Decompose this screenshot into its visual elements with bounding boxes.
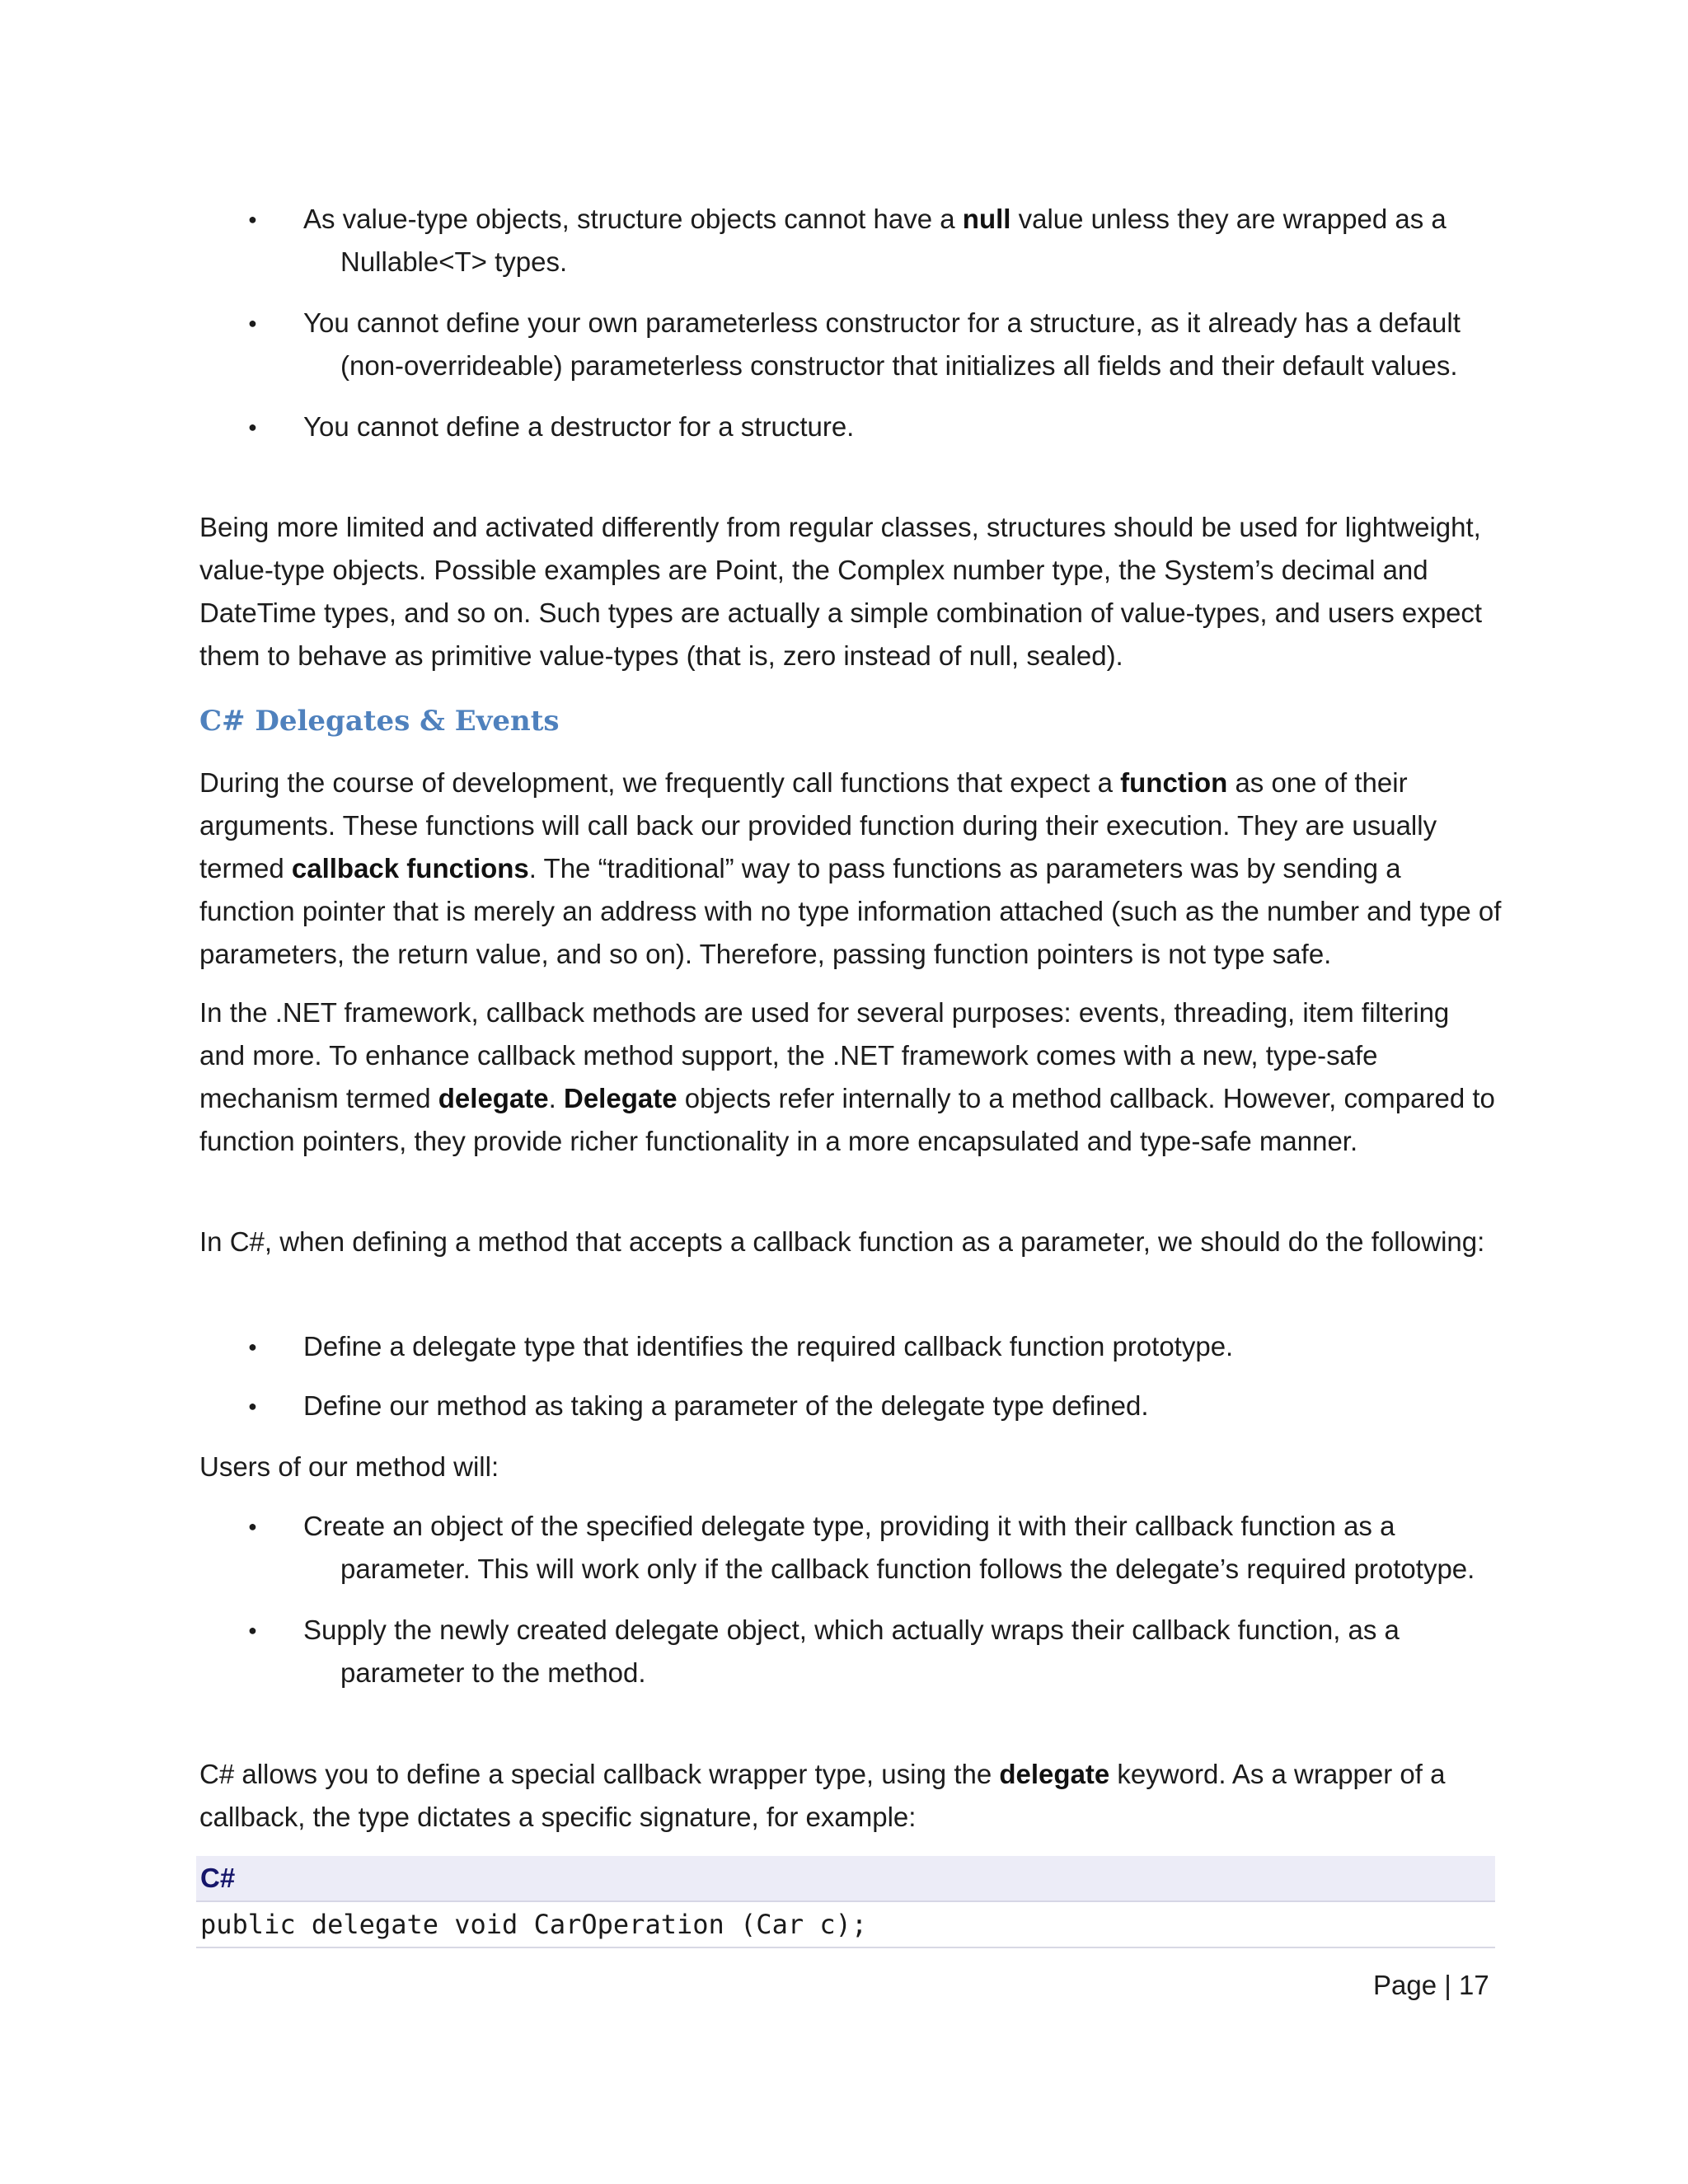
bullet-icon: ● <box>248 1398 257 1414</box>
bullet-list-user-steps <box>198 1505 1484 1694</box>
paragraph-defining-method: In C#, when defining a method that accepts a callback function as a parameter, we should do the following: <box>199 1226 1485 1257</box>
text-run: keyword. As a wrapper of a callback, the type dictates a specific signature, for example: <box>199 1759 1446 1832</box>
bullet-text <box>303 405 1484 448</box>
paragraph-dotnet-delegates <box>199 991 1502 1163</box>
bullet-list-structure-rules <box>198 198 1484 448</box>
code-line: public delegate void CarOperation (Car c); <box>200 1909 868 1940</box>
bullet-icon: ● <box>248 211 257 227</box>
code-block-header <box>196 1856 1495 1902</box>
paragraph-users: Users of our method will: <box>199 1451 499 1482</box>
bullet-item <box>198 1385 1484 1427</box>
bold-term: callback functions <box>291 853 529 883</box>
bullet-item <box>198 1505 1484 1591</box>
bullet-icon: ● <box>248 419 257 435</box>
text-run: Supply the newly created delegate object, which actually wraps their callback function, as a parameter to the method. <box>303 1615 1408 1688</box>
bullet-text <box>303 1609 1484 1694</box>
bold-term: delegate <box>999 1759 1110 1789</box>
bullet-text <box>303 1325 1484 1368</box>
text-run: C# allows you to define a special callback wrapper type, using the <box>199 1759 1000 1789</box>
bullet-icon: ● <box>248 1518 257 1535</box>
bullet-text <box>303 198 1484 284</box>
text-run: As value-type objects, structure objects cannot have a <box>303 204 963 234</box>
bullet-item <box>198 1609 1484 1694</box>
paragraph-callback-functions <box>199 762 1502 976</box>
text-run: . The “traditional” way to pass functions as parameters was by sending a function pointer that is merely an address with no type information attached (such as the number and type of parameters, the return value, and so on). Therefore, passing function pointers is not type safe. <box>199 853 1502 969</box>
text-run: Define a delegate type that identifies the required callback function prototype. <box>303 1331 1234 1361</box>
bullet-item <box>198 198 1484 284</box>
paragraph-structures-usage: Being more limited and activated differently from regular classes, structures should be used for lightweight, value-type objects. Possible examples are Point, the Complex number type, the System’s decimal and DateTime types, and so on. Such types are actually a simple combination of value-types, and users expect them to behave as primitive value-types (that is, zero instead of null, sealed). <box>199 512 1483 671</box>
bold-term: delegate <box>438 1083 549 1113</box>
bullet-text <box>303 1385 1484 1427</box>
bullet-item <box>198 1325 1484 1368</box>
text-run: During the course of development, we frequently call functions that expect a <box>199 767 1121 798</box>
bullet-icon: ● <box>248 1622 257 1638</box>
bullet-text <box>303 302 1484 387</box>
text-run: . <box>548 1083 564 1113</box>
text-run: In the .NET framework, callback methods are used for several purposes: events, threading, item filtering and more. To enhance callback method support, the .NET framework comes with a new, type-safe mechanism termed <box>199 997 1450 1113</box>
text-run: You cannot define your own parameterless constructor for a structure, as it already has a default (non-overrideable) parameterless constructor that initializes all fields and their default values. <box>303 307 1469 381</box>
code-block <box>196 1902 1495 1948</box>
bold-term: null <box>962 204 1011 234</box>
text-run: as one of their arguments. These functions will call back our provided function during their execution. They are usually termed <box>199 767 1437 883</box>
bullet-item <box>198 405 1484 448</box>
text-run: Create an object of the specified delegate type, providing it with their callback function as a parameter. This will work only if the callback function follows the delegate’s required prototype. <box>303 1511 1475 1584</box>
page-number-footer: Page | 17 <box>1373 1970 1489 2000</box>
paragraph-delegate-keyword <box>199 1753 1502 1839</box>
bullet-text <box>303 1505 1484 1591</box>
text-run: value unless they are wrapped as a Nullable<T> types. <box>340 204 1454 277</box>
code-language-label: C# <box>200 1863 236 1893</box>
bold-term: function <box>1120 767 1228 798</box>
text-run: objects refer internally to a method callback. However, compared to function pointers, they provide richer functionality in a more encapsulated and type-safe manner. <box>199 1083 1495 1156</box>
bullet-icon: ● <box>248 315 257 331</box>
section-heading: C# Delegates & Events <box>199 705 560 738</box>
text-run: Define our method as taking a parameter of the delegate type defined. <box>303 1390 1149 1421</box>
text-run: You cannot define a destructor for a structure. <box>303 411 855 442</box>
bullet-item <box>198 302 1484 387</box>
bullet-list-define-steps <box>198 1325 1484 1427</box>
bullet-icon: ● <box>248 1338 257 1355</box>
bold-term: Delegate <box>564 1083 678 1113</box>
